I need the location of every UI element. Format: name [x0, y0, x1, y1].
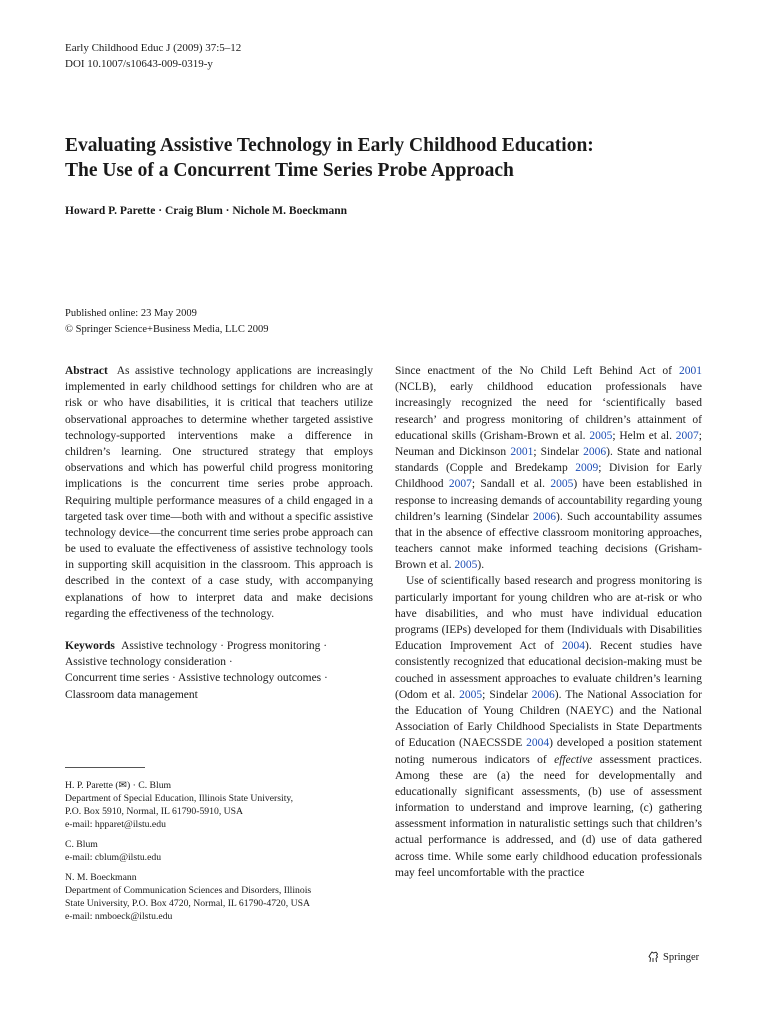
keywords-line-2: Assistive technology consideration · [65, 656, 233, 669]
affiliation-1 [65, 779, 375, 831]
body-paragraph-1: Since enactment of the No Child Left Behind Act of 2001 (NCLB), early childhood education professionals have increasingly recognized the need for ‘scientifically based research’ and progress monitoring of children’s attainment of educational skills (Grisham-Brown et al. 2005; Helm et al. 2007; Neuman and Dickinson 2001; Sindelar 2006). State and national standards (Copple and Bredekamp 2009; Division for Early Childhood 2007; Sandall et al. 2005) have been established in response to increasing demands of accountability regarding young children’s learning (Sindelar 2006). Such accountability assumes that in the absence of effective classroom monitoring approaches, teachers cannot make informed teaching decisions (Grisham-Brown et al. 2005). [395, 365, 702, 572]
affiliation-3-name: N. M. Boeckmann [65, 872, 137, 883]
title-line-1: Evaluating Assistive Technology in Early Childhood Education: [65, 135, 594, 156]
citation-link[interactable]: 2009 [575, 462, 599, 475]
citation-link[interactable]: 2004 [526, 737, 550, 750]
publication-info [65, 306, 268, 338]
citation-link[interactable]: 2005 [459, 688, 483, 701]
citation-link[interactable]: 2007 [448, 478, 472, 491]
citation-link[interactable]: 2005 [589, 429, 613, 442]
affiliation-1-dept: Department of Special Education, Illinois State University, [65, 793, 294, 804]
affiliation-3-address: State University, P.O. Box 4720, Normal, IL 61790-4720, USA [65, 898, 310, 909]
affiliation-2-email[interactable]: e-mail: cblum@ilstu.edu [65, 852, 162, 863]
citation-link[interactable]: 2004 [562, 640, 586, 653]
copyright: © Springer Science+Business Media, LLC 2009 [65, 324, 269, 335]
journal-header [65, 40, 241, 72]
citation-link[interactable]: 2006 [533, 510, 556, 523]
keywords-line-3: Concurrent time series · Assistive technology outcomes · [65, 672, 328, 685]
body-paragraph-2: Use of scientifically based research and progress monitoring is particularly important for young children who are at-risk or who have disabilities, and who must have individual education programs (IEPs) developed for them (Individuals with Disabilities Education Improvement Act of 2004). Recent studies have consistently recognized that educational decision-making must be couched in assessment approaches to evaluate children’s learning (Odom et al. 2005; Sindelar 2006). The National Association for the Education of Young Children (NAEYC) and the National Association of Early Childhood Specialists in State Departments of Education (NAECSSDE 2004) developed a position statement noting numerous indicators of effective assessment practices. Among these are (a) the need for developmentally and educationally significant assessments, (b) use of assessment information to understand and improve learning, (c) gathering assessment information in naturalistic settings such that children’s actual performance is addressed, and (d) use of data gathered across time. While some early childhood education professionals may feel uncomfortable with the practice [395, 575, 702, 879]
author-list: Howard P. Parette · Craig Blum · Nichole M. Boeckmann [65, 205, 348, 217]
citation-link[interactable]: 2005 [550, 478, 574, 491]
affiliation-3-dept: Department of Communication Sciences and Disorders, Illinois [65, 885, 312, 896]
affiliation-1-address: P.O. Box 5910, Normal, IL 61790-5910, USA [65, 806, 244, 817]
abstract [65, 363, 373, 622]
citation-link[interactable]: 2005 [454, 559, 478, 572]
abstract-heading: Abstract [65, 365, 108, 377]
citation-link[interactable]: 2001 [510, 445, 534, 458]
page-footer [648, 951, 699, 963]
affiliation-1-name-pre: H. P. Parette ( [65, 780, 119, 791]
emphasis: effective [554, 753, 593, 766]
citation-link[interactable]: 2006 [583, 445, 607, 458]
footnote-rule [65, 767, 145, 768]
doi[interactable]: DOI 10.1007/s10643-009-0319-y [65, 58, 213, 70]
abstract-text: As assistive technology applications are increasingly implemented in early childhood settings for children who are at risk or who have disabilities, it is critical that teachers utilize observational approaches to determine whether targeted assistive technology-supported interventions make a difference in children’s learning. One structured strategy that employs observations and which has powerful child progress monitoring implications is the concurrent time series probe approach. Requiring multiple performance measures of a child engaged in a targeted task over time—both with and without a specific assistive technology device—the concurrent time series probe approach can be used to evaluate the effectiveness of assistive technology tools in supporting skill acquisition in the classroom. This approach is described in the context of a case study, with accompanying explanations of how to interpret data and make decisions regarding the effectiveness of the technology. [65, 365, 373, 620]
keywords-line-1: Assistive technology · Progress monitoring · [121, 640, 328, 652]
affiliation-3-email[interactable]: e-mail: nmboeck@ilstu.edu [65, 911, 173, 922]
affiliation-1-name-post: ) · C. Blum [126, 780, 172, 791]
springer-horse-icon [648, 951, 659, 963]
publisher-name: Springer [663, 951, 700, 963]
keywords-heading: Keywords [65, 640, 115, 652]
journal-citation: Early Childhood Educ J (2009) 37:5–12 [65, 42, 242, 54]
citation-link[interactable]: 2007 [675, 429, 699, 442]
title-line-2: The Use of a Concurrent Time Series Probe Approach [65, 160, 514, 181]
affiliation-2 [65, 838, 375, 864]
citation-link[interactable]: 2006 [531, 688, 555, 701]
keywords [65, 638, 373, 703]
envelope-icon[interactable]: ✉ [118, 780, 127, 791]
paper-title [65, 133, 715, 183]
published-date: Published online: 23 May 2009 [65, 308, 197, 319]
affiliation-1-email[interactable]: e-mail: hpparet@ilstu.edu [65, 819, 166, 830]
author-affiliations [65, 779, 375, 930]
right-column [395, 363, 702, 881]
affiliation-3 [65, 871, 375, 923]
left-column [65, 363, 373, 703]
keywords-line-4: Classroom data management [65, 688, 198, 701]
citation-link[interactable]: 2001 [679, 365, 702, 377]
affiliation-2-name: C. Blum [65, 839, 98, 850]
